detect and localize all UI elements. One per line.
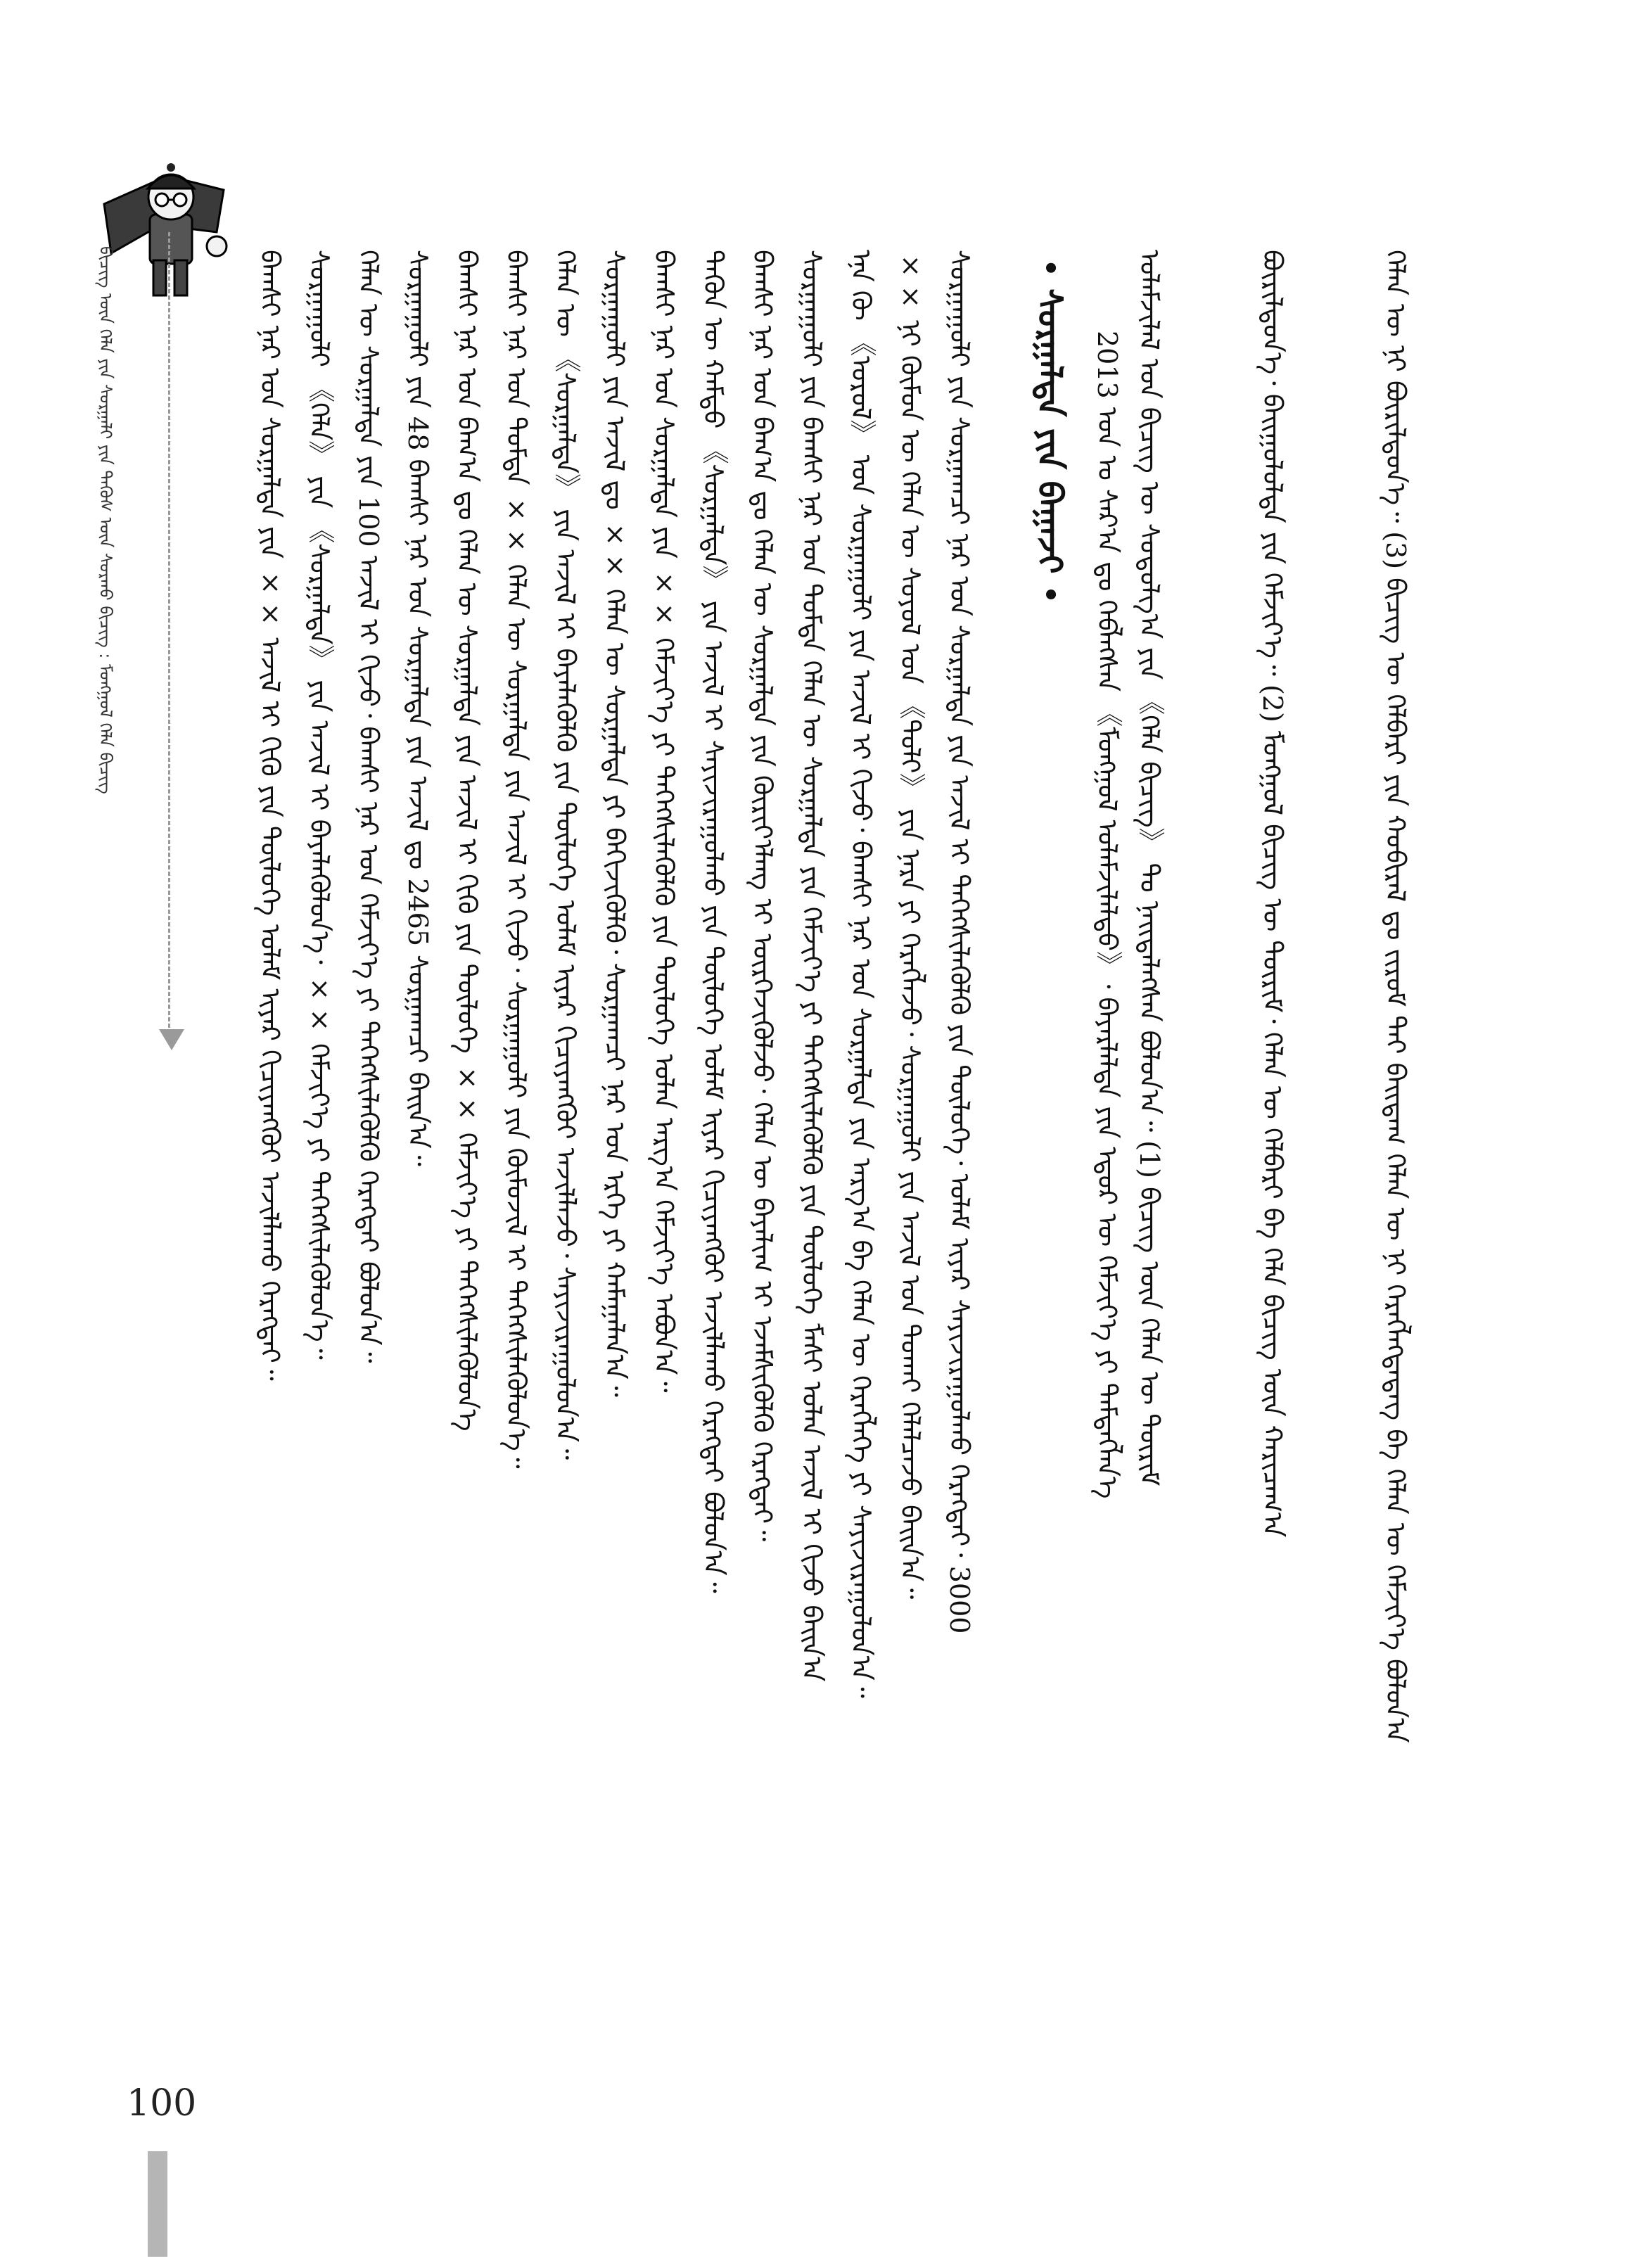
body-text-column: ×× ᠨᠢ ᠬᠦᠮᠦᠨ ᠦ ᠬᠡᠯᠡᠨ ᠦ ᠰᠣᠶᠣᠯ ᠤᠨ 《ᠲᠤᠯᠢ》 ᠶᠢᠨ ᠨᠡᠷᠡ ᠶᠢ ᠬᠡᠷᠡᠭᠯᠡᠵᠦ᠂ ᠰᠤᠷᠭᠠᠭᠤᠯᠢ ᠶᠢᠨ ᠠᠵᠢᠯ ᠤᠨ ᠲᠤᠬᠠᠢ ᠬᠡᠯᠡᠯᠴᠡᠵᠦ ᠪᠠᠢᠨ᠎ᠠ᠃: [895, 250, 926, 1600]
section-heading: [1020, 259, 1069, 625]
body-text-column: ᠰᠤᠷᠭᠠᠭᠤᠯᠢ ᠶᠢᠨ ᠰᠤᠷᠭᠠᠭᠴᠢ ᠨᠠᠷ ᠤᠨ ᠰᠤᠷᠭᠠᠯᠲᠠ ᠶᠢᠨ ᠠᠵᠢᠯ ᠢ ᠳᠡᠭᠡᠭᠰᠢᠯᠡᠭᠦᠯᠬᠦ ᠶᠢᠨ ᠲᠥᠯᠦᠭᠡ᠂ ᠤᠯᠠᠮ ᠢᠶᠠᠷ ᠰᠠᠶᠢᠵᠢᠷᠠᠭᠤᠯᠬᠤ ᠬᠡᠷᠡᠭᠲᠡᠢ᠂ 3000: [944, 250, 975, 1634]
body-text-column: ᠲᠡᠭᠦᠨ ᠦ ᠬᠠᠮᠲᠤ 《ᠰᠤᠷᠭᠠᠯᠲᠠ》 ᠶᠢᠨ ᠠᠵᠢᠯ ᠢ ᠰᠠᠶᠢᠵᠢᠷᠠᠭᠤᠯᠬᠤ ᠶᠢᠨ ᠲᠥᠯᠦᠭᠡ ᠤᠯᠠᠮ ᠢᠶᠠᠷ ᠬᠢᠴᠢᠶᠡᠩᠭᠦᠢ ᠠᠵᠢᠯᠯᠠᠬᠤ ᠬᠡᠷᠡᠭᠲᠡᠢ ᠪᠤᠯᠤᠨ᠎ᠠ᠃: [698, 250, 729, 1593]
body-text-column: ᠪᠠᠭᠰᠢ ᠨᠠᠷ ᠤᠨ ᠪᠠᠭ᠎ᠠ ᠳᠤ ᠬᠡᠯᠡᠨ ᠦ ᠰᠤᠷᠭᠠᠯᠲᠠ ᠶᠢᠨ ᠠᠵᠢᠯ ᠢ ᠬᠢᠬᠦ ᠶᠢᠨ ᠲᠥᠯᠦᠭᠡ ×× ᠬᠡᠮᠵᠢᠶ᠎ᠡ ᠶᠢ ᠳᠡᠭᠡᠭᠰᠢᠯᠡᠭᠦᠯᠦᠨ᠎ᠡ: [452, 250, 483, 1432]
body-text-column: ᠬᠡᠯᠡᠨ ᠦ 《ᠰᠤᠷᠭᠠᠯᠲᠠ》 ᠶᠢᠨ ᠠᠵᠢᠯ ᠢ ᠪᠡᠶᠡᠯᠡᠭᠦᠯᠬᠦ ᠶᠢᠨ ᠲᠥᠯᠦᠭᠡ ᠤᠯᠠᠮ ᠢᠶᠠᠷ ᠬᠢᠴᠢᠶᠡᠩᠭᠦᠢ ᠠᠵᠢᠯᠯᠠᠵᠤ᠂ ᠰᠠᠶᠢᠵᠢᠷᠠᠭᠤᠯᠤᠨ᠎ᠠ᠃: [550, 250, 581, 1460]
top-text-column: ᠪᠦᠷᠢᠯᠳᠦᠨ᠎ᠡ᠂ ᠪᠠᠢᠭᠤᠯᠤᠯᠲᠠ ᠶᠢᠨ ᠬᠡᠮᠵᠢᠶ᠎ᠡ᠃ (2) ᠮᠤᠩᠭᠤᠯ ᠪᠢᠴᠢᠭ᠌ ᠦ ᠳᠦᠷᠢᠮ᠂ ᠬᠡᠯᠡᠨ ᠦ ᠬᠡᠯᠪᠡᠷᠢ ᠪᠠ ᠬᠡᠯᠡ ᠪᠢᠴᠢᠭ᠌ ᠦᠨ ᠬᠠᠷᠢᠴᠠᠭ᠎ᠠ: [1257, 250, 1288, 1538]
top-text-column: 2013 ᠣᠨ ᠤ ᠰᠠᠷ᠎ᠠ ᠳᠤ ᠬᠡᠪᠯᠡᠭᠰᠡᠨ 《ᠮᠤᠩᠭᠤᠯ ᠤᠯᠠᠮᠵᠢᠯᠠᠯᠲᠤ》᠂ ᠪᠠᠶᠠᠷᠯᠠᠯᠲᠠ ᠶᠢᠨ ᠡᠳᠦᠷ ᠦ ᠬᠡᠮᠵᠢᠶ᠎ᠡ ᠶᠢ ᠲᠡᠮᠳᠡᠭᠯᠡᠨ᠎ᠡ: [1092, 331, 1123, 1499]
body-text-column: ᠪᠠᠭᠰᠢ ᠨᠠᠷ ᠤᠨ ᠰᠤᠷᠭᠠᠯᠲᠠ ᠶᠢᠨ ×× ᠬᠡᠮᠵᠢᠶ᠎ᠡ ᠶᠢ ᠳᠡᠭᠡᠭᠰᠢᠯᠡᠭᠦᠯᠬᠦ ᠶᠢᠨ ᠲᠥᠯᠦᠭᠡ ᠤᠯᠠᠨ ᠠᠷᠭ᠎ᠠ ᠬᠡᠮᠵᠢᠶ᠎ᠡ ᠠᠪᠤᠨ᠎ᠠ᠃: [649, 250, 680, 1393]
body-text-column: ᠪᠠᠭᠰᠢ ᠨᠠᠷ ᠤᠨ ᠳᠤᠮᠳᠠ ×× ᠬᠡᠯᠡᠨ ᠦ ᠰᠤᠷᠭᠠᠯᠲᠠ ᠶᠢᠨ ᠠᠵᠢᠯ ᠢ ᠬᠢᠵᠦ᠂ ᠰᠤᠷᠭᠠᠭᠤᠯᠢ ᠶᠢᠨ ᠬᠦᠮᠦᠵᠢᠯ ᠢ ᠳᠡᠭᠡᠭᠰᠢᠯᠡᠭᠦᠯᠦᠨ᠎ᠡ᠃: [501, 250, 532, 1469]
top-text-column: ᠤᠯᠠᠮᠵᠢᠯᠠᠯ ᠤᠨ ᠪᠢᠴᠢᠭ᠌ ᠦ ᠰᠤᠳᠤᠯᠭ᠎ᠠ ᠶᠢᠨ 《ᠬᠡᠯᠡ ᠪᠢᠴᠢᠭ᠌》 ᠲᠤ ᠨᠡᠢᠲᠡᠯᠡᠭᠰᠡᠨ ᠪᠤᠯᠤᠨ᠎ᠠ᠃ (1) ᠪᠢᠴᠢᠭ᠌ ᠦᠨ ᠬᠡᠯᠡᠨ ᠦ ᠳᠦᠷᠢᠮ: [1134, 250, 1165, 1486]
body-text-column: ᠡᠨᠡ ᠬᠦ 《ᠤᠷᠤᠯ》 ᠤᠨ ᠰᠤᠷᠭᠠᠭᠤᠯᠢ ᠶᠢᠨ ᠠᠵᠢᠯ ᠢ ᠬᠢᠵᠦ᠂ ᠪᠠᠭᠰᠢ ᠨᠠᠷ ᠤᠨ ᠰᠤᠷᠭᠠᠯᠲᠠ ᠶᠢᠨ ᠠᠷᠭ᠎ᠠ ᠪᠠ ᠬᠡᠯᠡᠨ ᠦ ᠬᠡᠷᠡᠭᠯᠡᠭᠡ ᠶᠢ ᠰᠠᠶᠢᠵᠢᠷᠠᠭᠤᠯᠤᠨ᠎ᠠ᠃: [846, 250, 877, 1698]
header-divider: [168, 232, 170, 1034]
body-text-column: ᠰᠤᠷᠭᠠᠭᠤᠯᠢ ᠶᠢᠨ 48 ᠪᠠᠭᠰᠢ ᠨᠠᠷ ᠤᠨ ᠰᠤᠷᠭᠠᠯᠲᠠ ᠶᠢᠨ ᠠᠵᠢᠯ ᠳᠤ 2465 ᠰᠤᠷᠭᠠᠭᠴᠢ ᠪᠠᠢᠨ᠎ᠠ᠃: [402, 250, 433, 1166]
running-header-text: ᠪᠢᠴᠢᠭ᠌ ᠦᠨ ᠬᠡᠯᠡ ᠶᠢᠨ ᠰᠤᠷᠭᠠᠯᠢ ᠶᠢᠨ ᠲᠡᠭᠦᠰ ᠦᠨ ᠰᠤᠷᠬᠤ ᠪᠢᠴᠢᠭ᠌ : ᠮᠤᠩᠭᠤᠯ ᠬᠡᠯᠡ ᠪᠢᠴᠢᠭ᠌: [96, 246, 115, 794]
heading-bullet-start: •: [1033, 259, 1066, 277]
arrow-down-icon: [159, 1029, 184, 1050]
body-text-column: ᠬᠡᠯᠡᠨ ᠦ ᠰᠤᠷᠭᠠᠯᠲᠠ ᠶᠢᠨ 100 ᠠᠵᠢᠯ ᠢ ᠬᠢᠵᠦ᠂ ᠪᠠᠭᠰᠢ ᠨᠠᠷ ᠤᠨ ᠬᠡᠮᠵᠢᠶ᠎ᠡ ᠶᠢ ᠳᠡᠭᠡᠭᠰᠢᠯᠡᠭᠦᠯᠬᠦ ᠬᠡᠷᠡᠭᠲᠡᠢ ᠪᠤᠯᠤᠨ᠎ᠠ᠃: [353, 250, 384, 1363]
body-text-column: ᠰᠤᠷᠭᠠᠭᠤᠯᠢ ᠶᠢᠨ ᠪᠠᠭᠰᠢ ᠨᠠᠷ ᠤᠨ ᠳᠤᠮᠳᠠ ᠬᠡᠯᠡᠨ ᠦ ᠰᠤᠷᠭᠠᠯᠲᠠ ᠶᠢᠨ ᠬᠡᠮᠵᠢᠶ᠎ᠡ ᠶᠢ ᠳᠡᠭᠡᠭᠰᠢᠯᠡᠭᠦᠯᠬᠦ ᠶᠢᠨ ᠲᠥᠯᠦᠭᠡ ᠮᠠᠰᠢ ᠣᠯᠠᠨ ᠠᠵᠢᠯ ᠢ ᠬᠢᠵᠦ ᠪᠠᠢᠨ᠎ᠠ: [796, 250, 827, 1682]
body-text-column: ᠰᠤᠷᠭᠠᠭᠤᠯᠢ 《ᠬᠡᠯᠡ》 ᠶᠢᠨ 《ᠰᠤᠷᠭᠠᠯᠲᠠ》 ᠶᠢᠨ ᠠᠵᠢᠯ ᠢ ᠪᠡᠶᠡᠯᠡᠭᠦᠯᠦᠨ᠎ᠡ᠂ ×× ᠬᠡᠮᠵᠢᠶ᠎ᠡ ᠶᠢ ᠳᠡᠭᠡᠭᠰᠢᠯᠡᠭᠦᠯᠦᠨ᠎ᠡ᠃: [304, 250, 335, 1360]
running-header: [91, 246, 120, 1154]
body-text-column: ᠪᠠᠭᠰᠢ ᠨᠠᠷ ᠤᠨ ᠰᠤᠷᠭᠠᠯᠲᠠ ᠶᠢᠨ ×× ᠠᠵᠢᠯ ᠢ ᠬᠢᠬᠦ ᠶᠢᠨ ᠲᠥᠯᠦᠭᠡ ᠤᠯᠠᠮ ᠢᠶᠠᠷ ᠬᠢᠴᠢᠶᠡᠩᠭᠦᠢ ᠠᠵᠢᠯᠯᠠᠬᠤ ᠬᠡᠷᠡᠭᠲᠡᠢ᠃: [255, 250, 286, 1381]
body-text-column: ᠪᠠᠭᠰᠢ ᠨᠠᠷ ᠤᠨ ᠪᠠᠭ᠎ᠠ ᠳᠤ ᠬᠡᠯᠡᠨ ᠦ ᠰᠤᠷᠭᠠᠯᠲᠠ ᠶᠢᠨ ᠬᠦᠷᠢᠶ᠎ᠡᠯᠡᠩ ᠢ ᠥᠷᠭᠡᠵᠢᠭᠦᠯᠵᠦ᠂ ᠬᠡᠯᠡᠨ ᠦ ᠪᠠᠶᠠᠯᠢᠭ ᠢ ᠡᠵᠡᠮᠰᠢᠭᠦᠯᠬᠦ ᠬᠡᠷᠡᠭᠲᠡᠢ᠃: [747, 250, 778, 1542]
body-text-column: ᠰᠤᠷᠭᠠᠭᠤᠯᠢ ᠶᠢᠨ ᠠᠵᠢᠯ ᠳᠤ ×× ᠬᠡᠯᠡᠨ ᠦ ᠰᠤᠷᠭᠠᠯᠲᠠ ᠶᠢ ᠪᠡᠬᠢᠵᠢᠭᠦᠯᠬᠦ᠂ ᠰᠤᠷᠭᠠᠭᠴᠢ ᠨᠠᠷ ᠤᠨ ᠡᠷᠬᠡ ᠶᠢ ᠬᠠᠮᠠᠭᠠᠯᠠᠨ᠎ᠠ᠃: [599, 250, 630, 1397]
page-number: 100: [127, 2082, 197, 2124]
heading-bullet-end: •: [1033, 585, 1066, 604]
top-text-column: ᠬᠡᠯᠡᠨ ᠦ ᠨᠢ ᠪᠦᠷᠢᠯᠳᠦᠨ᠎ᠡ᠃ (3) ᠪᠢᠴᠢᠭ᠌ ᠦ ᠬᠡᠯᠪᠡᠷᠢ ᠶᠢᠨ ᠬᠤᠪᠢᠷᠠᠯ ᠳᠤ ᠵᠢᠷᠤᠮ ᠲᠠᠢ ᠪᠠᠢᠳᠠᠭ ᠬᠡᠯᠡᠨ ᠦ ᠨᠢ ᠬᠡᠷᠡᠭᠯᠡᠭᠳᠡᠳᠡᠭ ᠪᠠ ᠬᠡᠯᠡᠨ ᠦ ᠬᠡᠮᠵᠢᠶ᠎ᠡ ᠪᠤᠯᠤᠨ᠎ᠠ: [1380, 250, 1411, 1743]
page-edge-bar: [148, 2151, 167, 2257]
heading-text: ᠰᠤᠷᠭᠠᠯᠲᠠ ᠶᠢᠨ ᠪᠠᠭᠠᠵᠢ: [1030, 288, 1069, 574]
